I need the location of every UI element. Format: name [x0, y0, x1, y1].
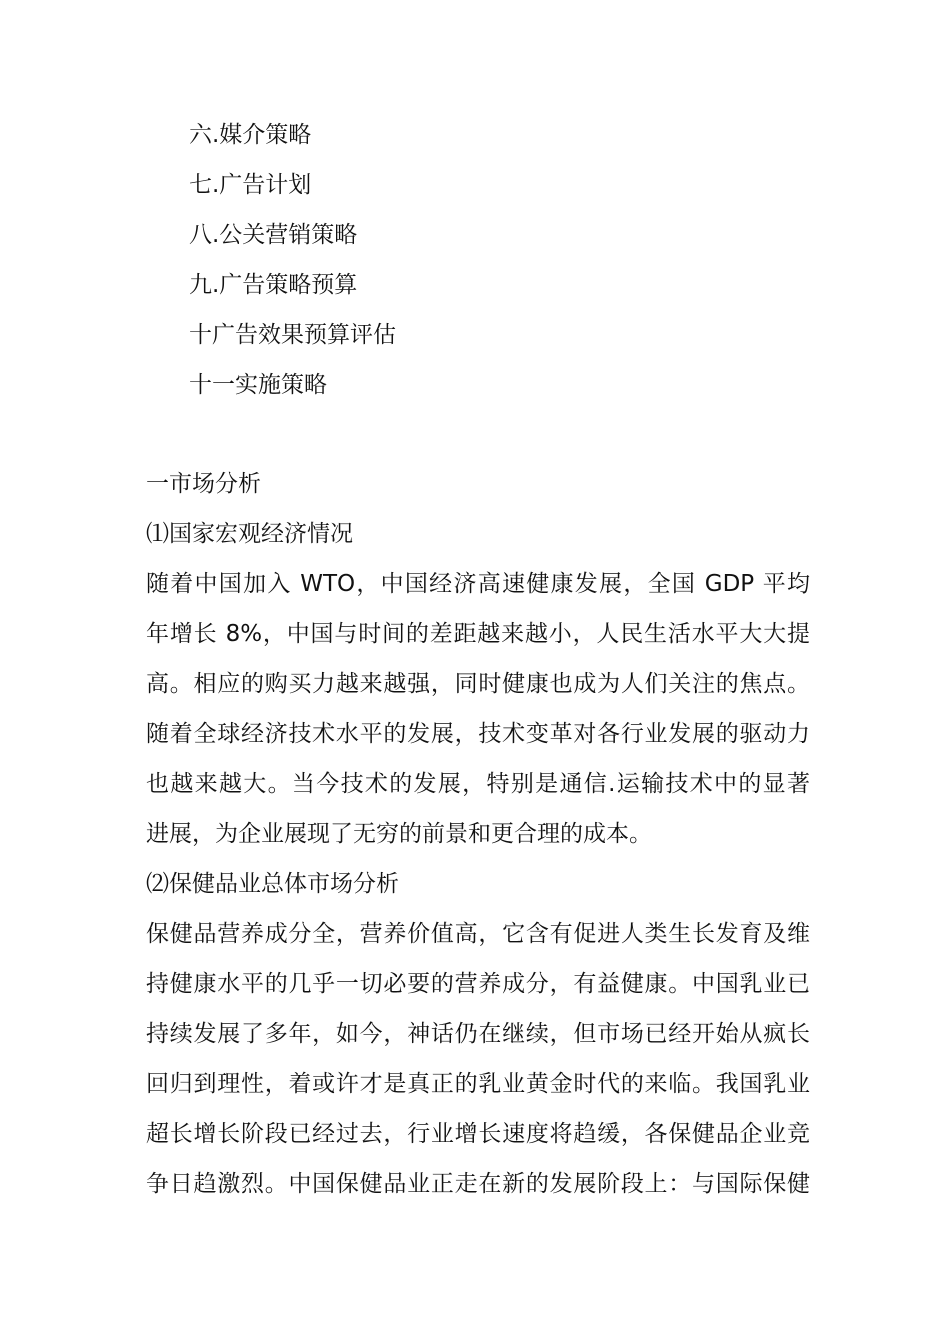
section-title-market-analysis: 一市场分析 [146, 471, 261, 497]
toc-item-implementation: 十一实施策略 [189, 372, 327, 398]
paragraph-line: 持健康水平的几乎一切必要的营养成分，有益健康。中国乳业已 [146, 971, 810, 997]
paragraph-line: 超长增长阶段已经过去，行业增长速度将趋缓，各保健品企业竞 [146, 1121, 810, 1147]
paragraph-line: 进展，为企业展现了无穷的前景和更合理的成本。 [146, 821, 652, 847]
main-content [146, 459, 810, 1209]
toc-item-media-strategy: 六.媒介策略 [189, 122, 312, 148]
subsection-title-health-products-market: ⑵保健品业总体市场分析 [146, 871, 399, 897]
toc-item-ad-budget: 九.广告策略预算 [189, 272, 358, 298]
table-of-contents [189, 110, 789, 410]
paragraph-line: 保健品营养成分全，营养价值高，它含有促进人类生长发育及维 [146, 921, 810, 947]
paragraph-line: 随着中国加入 WTO，中国经济高速健康发展，全国 GDP 平均 [146, 571, 810, 597]
paragraph-line: 争日趋激烈。中国保健品业正走在新的发展阶段上：与国际保健 [146, 1171, 810, 1197]
paragraph-line: 也越来越大。当今技术的发展，特别是通信.运输技术中的显著 [146, 771, 810, 797]
paragraph-line: 随着全球经济技术水平的发展，技术变革对各行业发展的驱动力 [146, 721, 810, 747]
subsection-title-macro-economy: ⑴国家宏观经济情况 [146, 521, 353, 547]
toc-item-ad-effect-evaluation: 十广告效果预算评估 [189, 322, 396, 348]
paragraph-line: 高。相应的购买力越来越强，同时健康也成为人们关注的焦点。 [146, 671, 810, 697]
paragraph-line: 持续发展了多年，如今，神话仍在继续，但市场已经开始从疯长 [146, 1021, 810, 1047]
paragraph-line: 年增长 8%，中国与时间的差距越来越小，人民生活水平大大提 [146, 621, 810, 647]
toc-item-ad-plan: 七.广告计划 [189, 172, 312, 198]
toc-item-pr-marketing: 八.公关营销策略 [189, 222, 358, 248]
paragraph-line: 回归到理性，着或许才是真正的乳业黄金时代的来临。我国乳业 [146, 1071, 810, 1097]
